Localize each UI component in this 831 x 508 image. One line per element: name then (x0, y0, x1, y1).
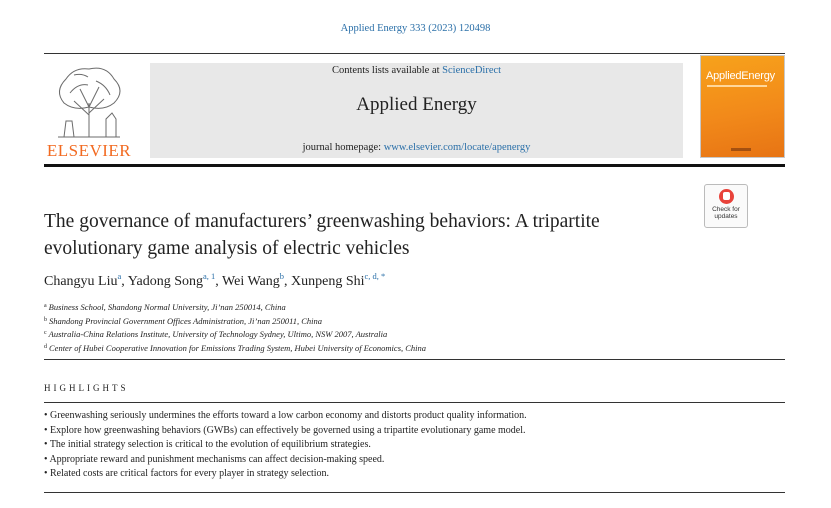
article-title (44, 208, 684, 262)
highlight-item: • Related costs are critical factors for every player in strategy selection. (44, 467, 527, 482)
highlight-item: • Explore how greenwashing behaviors (GWBs) can effectively be governed using a tripartite evolutionary game model. (44, 424, 527, 439)
author-name[interactable]: Yadong Song (127, 274, 203, 289)
cover-title: AppliedEnergy (706, 70, 775, 82)
author-name[interactable]: Wei Wang (222, 274, 280, 289)
contents-prefix: Contents lists available at (331, 65, 440, 76)
affiliation-text: Center of Hubei Cooperative Innovation for Emissions Trading System, Hubei University of Economics, China (49, 342, 427, 353)
citation[interactable]: Applied Energy 333 (2023) 120498 (340, 23, 491, 34)
affiliation-mark: a (44, 303, 47, 309)
header-thick-rule (44, 164, 785, 167)
affiliation-text: Business School, Shandong Normal University, Ji’nan 250014, China (48, 302, 286, 312)
author-affil-mark[interactable]: b (279, 271, 285, 281)
journal-banner (150, 63, 683, 158)
highlights-heading: HIGHLIGHTS (44, 383, 129, 393)
top-rule (44, 53, 785, 54)
highlights-list (44, 409, 527, 482)
author-name[interactable]: Changyu Liu (44, 274, 118, 289)
affiliation-item (44, 327, 426, 341)
cover-subtitle-bar (707, 85, 767, 87)
author-name[interactable]: Xunpeng Shi (291, 274, 365, 289)
affiliation-mark: d (44, 343, 47, 350)
highlight-item: • The initial strategy selection is critical to the evolution of equilibrium strategies. (44, 438, 527, 453)
elsevier-wordmark[interactable]: ELSEVIER (46, 141, 132, 160)
affiliation-item (44, 341, 426, 355)
cover-publisher-bar (731, 148, 751, 151)
section-rule (44, 359, 785, 360)
affiliation-item (44, 314, 426, 328)
bottom-rule (44, 492, 785, 493)
author-affil-mark[interactable]: a, 1 (202, 271, 216, 281)
highlight-item: • Appropriate reward and punishment mechanisms can affect decision-making speed. (44, 453, 527, 468)
author-affil-mark[interactable]: a (117, 271, 122, 281)
contents-line (150, 65, 683, 76)
author-affil-mark[interactable]: c, d, * (364, 271, 386, 281)
affiliation-list (44, 300, 426, 354)
affiliation-mark: c (44, 330, 47, 336)
homepage-prefix: journal homepage: (302, 142, 382, 153)
author-list: Changyu Liu$^a$, Yadong Song$^{a, 1}$, Wei Wang$^b$, Xunpeng Shi$^{c, d, *}$ (44, 271, 386, 289)
affiliation-text: Australia-China Relations Institute, University of Technology Sydney, Ultimo, NSW 2007, Australia (48, 329, 388, 339)
journal-homepage-link[interactable]: www.elsevier.com/locate/apenergy (383, 142, 531, 153)
affiliation-mark: b (44, 316, 47, 323)
affiliation-text: Shandong Provincial Government Offices Administration, Ji’nan 250011, China (49, 315, 322, 326)
check-updates-line1: Check for (712, 206, 740, 213)
affiliation-item (44, 300, 426, 314)
check-updates-icon (719, 189, 734, 204)
check-for-updates-button[interactable] (704, 184, 748, 228)
highlights-rule (44, 402, 785, 403)
journal-cover-image[interactable] (700, 55, 785, 158)
journal-title: Applied Energy (356, 94, 477, 115)
highlight-item: • Greenwashing seriously undermines the efforts toward a low carbon economy and distorts product quality information. (44, 409, 527, 424)
check-updates-line2: updates (714, 213, 738, 220)
article-title-line2: evolutionary game analysis of electric vehicles (44, 238, 410, 259)
article-title-line1: The governance of manufacturers’ greenwashing behaviors: A tripartite (44, 211, 600, 232)
homepage-line (150, 142, 683, 153)
sciencedirect-link[interactable]: ScienceDirect (442, 65, 502, 76)
